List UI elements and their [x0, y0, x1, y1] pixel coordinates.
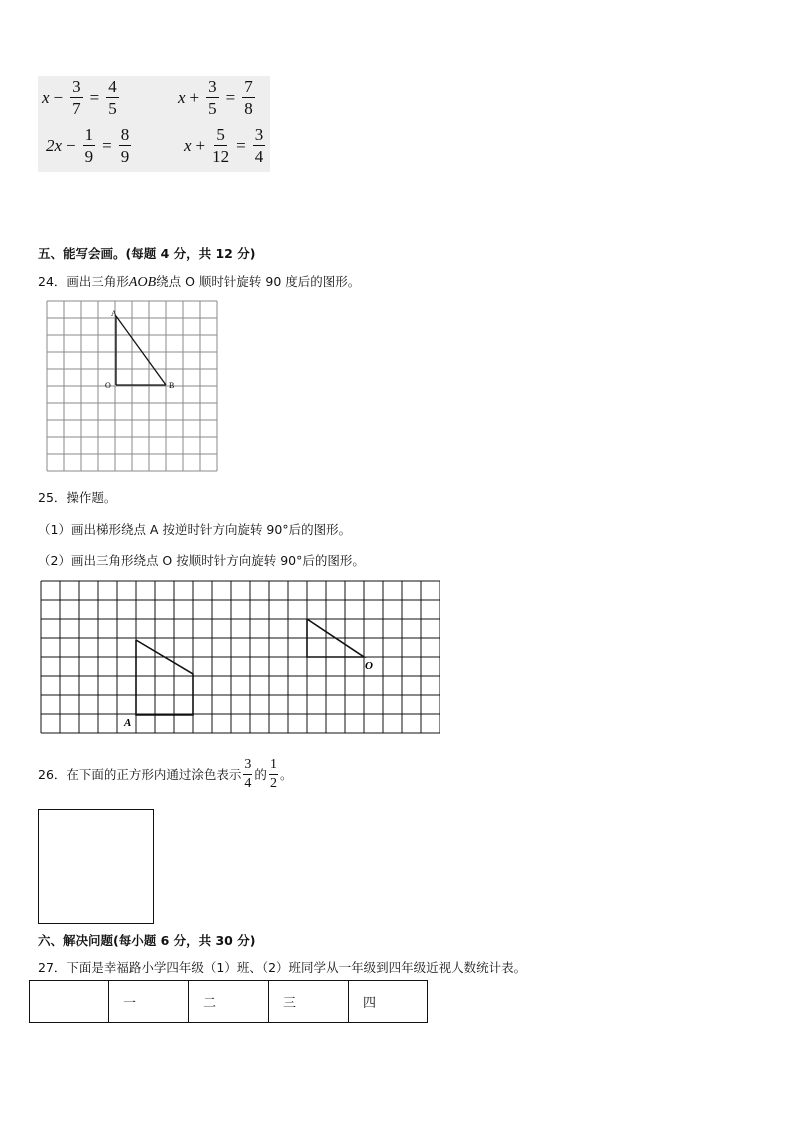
question-24-prefix: 24．画出三角形: [38, 274, 129, 289]
equation-operator: +: [195, 135, 206, 155]
section-5-heading: 五、能写会画。(每题 4 分，共 12 分): [38, 246, 256, 261]
equals-sign: =: [225, 87, 236, 107]
coloring-square[interactable]: [38, 809, 154, 924]
equation-2: [178, 78, 258, 117]
equation-fraction: $\frac{1}{9}$: [84, 125, 94, 166]
table-header-cell: [30, 981, 109, 1023]
question-24-grid: [46, 300, 218, 472]
question-27-text: 27．下面是幸福路小学四年级（1）班、（2）班同学从一年级到四年级近视人数统计表。: [38, 960, 527, 975]
point-a-label: A: [111, 309, 117, 318]
table-header-cell: 二: [189, 981, 269, 1023]
question-24-suffix: 绕点 O 顺时针旋转 90 度后的图形。: [156, 274, 361, 289]
equations-block: [38, 76, 270, 172]
equation-variable: x: [42, 87, 50, 107]
point-a-label: A: [124, 717, 132, 729]
equals-sign: =: [102, 135, 112, 155]
equation-result-fraction: $\frac{8}{9}$: [120, 125, 130, 166]
table-header-cell: 一: [109, 981, 189, 1023]
point-o-label: O: [365, 660, 373, 672]
myopia-table: [29, 980, 428, 1023]
equation-variable: x: [184, 135, 192, 155]
equals-sign: =: [236, 135, 246, 155]
equation-3: [46, 126, 134, 165]
equals-sign: =: [89, 87, 100, 107]
equation-operator: +: [189, 87, 200, 107]
question-25-title: 25．操作题。: [38, 490, 117, 505]
triangle-name: AOB: [128, 275, 157, 290]
equation-4: [184, 126, 268, 165]
table-header-row: [30, 981, 428, 1023]
equation-result-fraction: $\frac{4}{5}$: [108, 77, 117, 118]
fraction-one-half: $\frac{1}{2}$: [269, 756, 277, 791]
equation-result-fraction: $\frac{7}{8}$: [244, 77, 253, 118]
question-26-text: [38, 754, 292, 794]
question-24-text: [38, 272, 360, 291]
equation-operator: −: [66, 135, 76, 155]
equation-variable: x: [178, 87, 186, 107]
question-26-middle: 的: [254, 767, 267, 782]
fraction-three-quarters: $\frac{3}{4}$: [244, 756, 252, 791]
trapezoid-shape: [136, 640, 193, 715]
section-6-heading: 六、解决问题(每小题 6 分，共 30 分): [38, 933, 256, 948]
equation-result-fraction: $\frac{3}{4}$: [254, 125, 264, 166]
question-26-prefix: 26．在下面的正方形内通过涂色表示: [38, 767, 242, 782]
equation-fraction: $\frac{3}{5}$: [208, 77, 217, 118]
question-25-sub2: （2）画出三角形绕点 O 按顺时针方向旋转 90°后的图形。: [38, 553, 365, 568]
table-header-cell: 三: [269, 981, 349, 1023]
equation-operator: −: [53, 87, 64, 107]
triangle-side-ab: [116, 316, 166, 385]
point-b-label: B: [169, 381, 175, 390]
question-26-suffix: 。: [279, 767, 293, 782]
question-25-sub1: （1）画出梯形绕点 A 按逆时针方向旋转 90°后的图形。: [38, 522, 352, 537]
equation-1: [42, 78, 122, 117]
table-header-cell: 四: [349, 981, 428, 1023]
equation-fraction: $\frac{5}{12}$: [212, 125, 230, 166]
equation-fraction: $\frac{3}{7}$: [72, 77, 81, 118]
question-25-grid: [40, 579, 440, 735]
equation-variable: 2x: [46, 135, 63, 155]
point-o-label: O: [105, 381, 111, 390]
